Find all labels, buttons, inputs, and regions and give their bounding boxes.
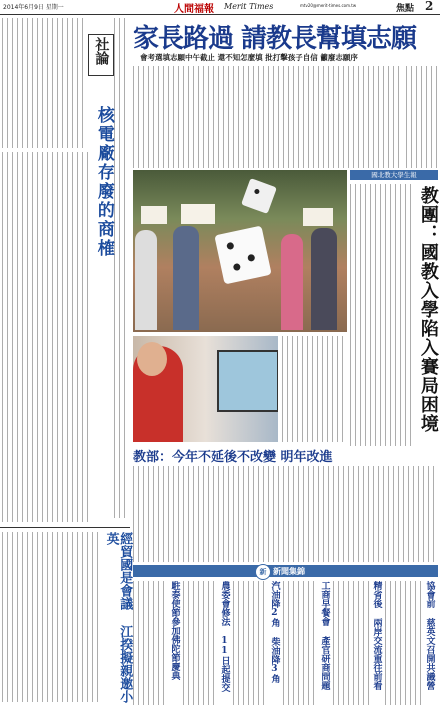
brief-body-4 (233, 581, 267, 705)
news-brief-label: 新聞集錦 (273, 566, 305, 576)
sign-board-3 (303, 208, 333, 226)
brief-body-5 (183, 581, 217, 705)
date-line: 2014年6月9日 星期一 (3, 4, 64, 11)
lower-left-title: 經貿國是會議 江揆擬親邀小英 (103, 532, 133, 703)
section-label: 焦點 (396, 4, 415, 14)
computer-photo (133, 336, 278, 442)
site-url: mtv20@merit-times.com.tw (300, 3, 357, 8)
sidebar-tag: 國北教大學生報 (350, 170, 438, 180)
sign-board-2 (181, 204, 215, 224)
brief-body-6 (133, 581, 167, 705)
editorial-body-upper (2, 18, 84, 148)
main-article-body-2 (406, 66, 438, 168)
sidebar-body-left (350, 184, 412, 446)
editorial-body-left (2, 152, 92, 522)
main-subheadline: 會考選填志願中午截止 還不知怎麼填 批打擊孩子自信 籲廢志願序 (140, 53, 358, 62)
brief-body-2 (333, 581, 369, 705)
protester-3 (281, 234, 303, 330)
brief-title-2: 精省後 兩岸交流重往前看 (371, 581, 382, 690)
brand-logo-en: Merit Times (224, 2, 274, 11)
main-headline: 家長路過 請教長幫填志願 (133, 24, 417, 54)
photo2-side-text (282, 336, 346, 442)
dice-prop (241, 178, 277, 214)
ministry-body (133, 466, 438, 562)
sign-board-1 (141, 206, 167, 224)
lower-left-article (0, 527, 133, 708)
sidebar-title: 教團：國教入學陷入賽局困境 (417, 186, 439, 433)
news-brief-area (133, 579, 438, 707)
brand-logo-cn: 人間福報 (174, 4, 214, 15)
news-brief-icon: 新 (255, 564, 271, 580)
protester-2 (173, 226, 199, 330)
computer-monitor (217, 350, 278, 412)
protester-4 (311, 228, 337, 330)
brief-title-1: 協會前 慈英文召開共識營 (424, 581, 435, 690)
editorial-body-right (114, 18, 128, 518)
protester-1 (135, 230, 157, 330)
editorial-title: 核電廠存廢的商榷 (93, 106, 114, 258)
editorial-tag (88, 34, 114, 76)
protest-photo (133, 170, 347, 332)
lower-left-body (2, 532, 100, 702)
dice-costume (214, 226, 271, 285)
editorial-tag-text: 社論 (93, 37, 110, 65)
ministry-headline: 教部：今年不延後不改變 明年改進 (133, 450, 333, 465)
person-head (137, 342, 167, 376)
brief-title-5: 農委會修法 11日起提交 (219, 581, 230, 692)
page-number: 2 (425, 0, 434, 13)
editorial-section (0, 16, 130, 526)
main-article-body-1 (133, 66, 403, 168)
brief-title-6: 駐泰使節參加佛陀節慶典 (169, 581, 180, 680)
news-brief-bar (133, 565, 438, 577)
brief-body-1 (385, 581, 421, 705)
brief-title-3: 工商早餐會 產官研商問題 (319, 581, 330, 690)
header-bar (0, 0, 440, 15)
brief-title-4: 汽油降2角 柴油降3角 (269, 581, 280, 683)
brief-body-3 (283, 581, 317, 705)
